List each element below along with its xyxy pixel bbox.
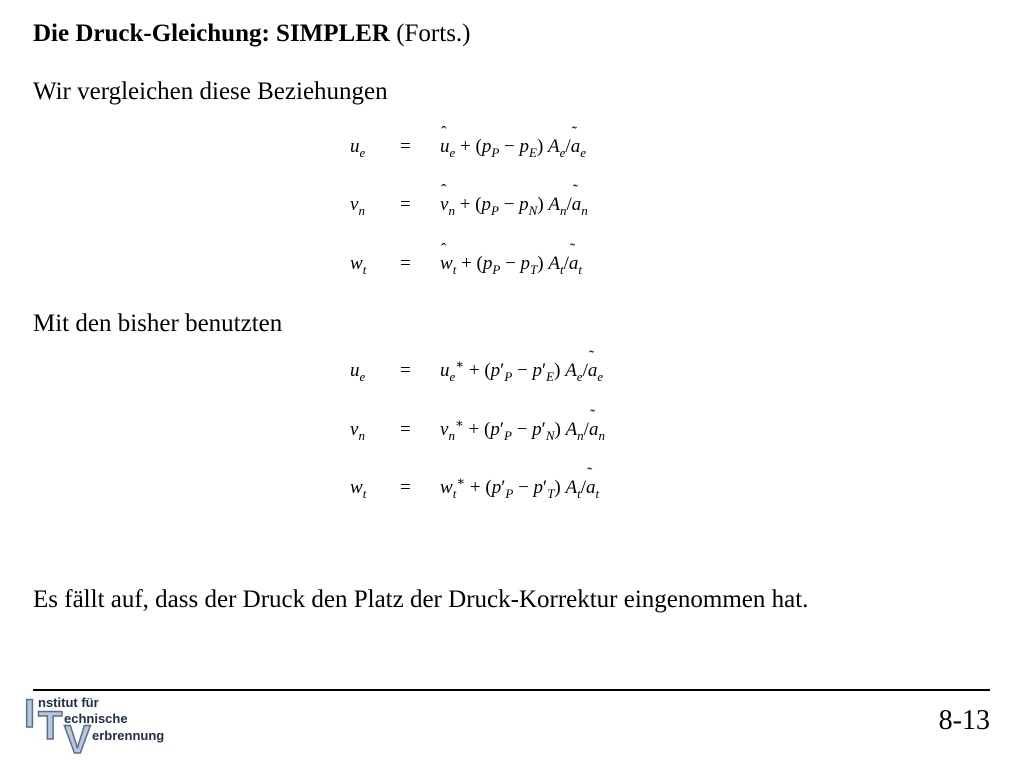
page-number: 8-13	[938, 705, 990, 736]
paragraph-compare: Wir vergleichen diese Beziehungen	[33, 78, 388, 105]
equals-sign: =	[400, 253, 411, 274]
equation-lhs: $u_e$	[350, 360, 366, 384]
equals-sign: =	[400, 360, 411, 381]
equals-sign: =	[400, 477, 411, 498]
equation-lhs: $v_n$	[350, 419, 365, 443]
equation-rhs: ˆ $w_t + (p_P - p_T)$ $A_t/˜$ $a_t$	[440, 253, 582, 275]
equation-lhs: $w_t$	[350, 253, 367, 277]
slide-title	[33, 20, 471, 48]
equals-sign: =	[400, 194, 411, 215]
itv-logo	[24, 692, 194, 760]
equation-lhs: $u_e$	[350, 136, 366, 160]
equation-rhs: $w_t^∗ + (p'_P - p'_T)$ $A_t/˜$ $a_t$	[440, 477, 599, 499]
logo-line-technische: echnische	[64, 711, 128, 726]
logo-letter-v: V	[64, 718, 91, 762]
paragraph-previous: Mit den bisher benutzten	[33, 310, 283, 337]
equation-lhs: $w_t$	[350, 477, 367, 501]
footer-divider	[33, 689, 990, 691]
equation-lhs: $v_n$	[350, 194, 365, 218]
logo-line-verbrennung: erbrennung	[92, 728, 165, 743]
logo-line-institut: nstitut für	[38, 695, 99, 710]
equation-rhs: ˆ $u_e + (p_P - p_E)$ $A_e/˜$ $a_e$	[440, 136, 586, 158]
equation-rhs: $u_e^∗ + (p'_P - p'_E)$ $A_e/˜$ $a_e$	[440, 360, 603, 382]
paragraph-conclusion: Es fällt auf, dass der Druck den Platz der Druck-Korrektur eingenommen hat.	[33, 586, 809, 613]
logo-letter-t: T	[38, 704, 63, 748]
logo-letter-i: I	[24, 692, 36, 736]
slide-title-bold: Die Druck-Gleichung: SIMPLER	[33, 20, 390, 47]
equals-sign: =	[400, 419, 411, 440]
equation-rhs: $v_n^∗ + (p'_P - p'_N)$ $A_n/˜$ $a_n$	[440, 419, 605, 441]
equation-rhs: ˆ $v_n + (p_P - p_N)$ $A_n/˜$ $a_n$	[440, 194, 588, 216]
slide-title-suffix: (Forts.)	[389, 20, 471, 47]
equals-sign: =	[400, 136, 411, 157]
